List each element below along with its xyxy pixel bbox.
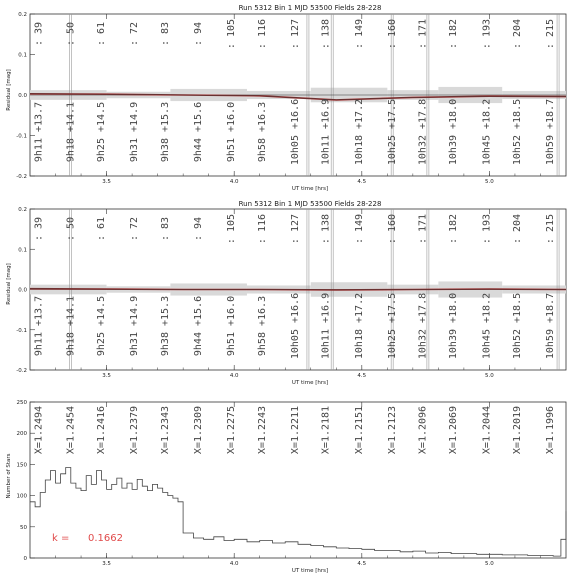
airmass-label: X=1.2275	[226, 405, 238, 455]
field-coordinate: 9h38 +15.3	[159, 101, 171, 163]
airmass-label: X=1.2151	[353, 405, 365, 455]
field-coordinate: 10h52 +18.5	[512, 98, 524, 166]
x-tick-label: 5.0	[485, 373, 494, 379]
airmass-label: X=1.2181	[320, 405, 332, 455]
field-number: : 149	[353, 18, 365, 50]
field-coordinate: 10h11 +16.9	[320, 98, 332, 166]
y-tick-label: -0.1	[16, 327, 27, 334]
field-coordinate: 9h11 +13.7	[33, 101, 45, 163]
field-number: : 171	[417, 213, 429, 245]
field-number: : 138	[320, 213, 332, 245]
y-tick-label: 0.0	[18, 93, 27, 99]
field-coordinate: 9h51 +16.0	[226, 295, 238, 357]
panel-title: Run 5312 Bin 1 MJD 53500 Fields 28-228	[238, 4, 382, 12]
field-coordinate: 9h31 +14.9	[129, 101, 141, 163]
field-number: : 193	[481, 18, 493, 50]
x-tick-label: 5.0	[485, 561, 494, 567]
y-tick-label: -0.2	[16, 174, 27, 180]
field-coordinate: 9h11 +13.7	[33, 295, 45, 357]
airmass-label: X=1.2494	[33, 405, 45, 455]
field-coordinate: 10h32 +17.8	[417, 292, 429, 360]
field-number: : 127	[290, 18, 301, 50]
field-coordinate: 10h18 +17.2	[353, 292, 365, 360]
y-tick-label: -0.2	[16, 368, 27, 374]
field-number: : 72	[129, 216, 141, 242]
x-tick-label: 4.0	[229, 561, 239, 567]
x-tick-label: 4.0	[229, 373, 239, 379]
field-coordinate: 10h11 +16.9	[320, 292, 332, 360]
x-axis-label: UT time [hrs]	[291, 186, 329, 192]
field-number: : 94	[193, 21, 205, 47]
field-number: : 94	[193, 216, 205, 242]
airmass-label: X=1.2044	[481, 405, 493, 455]
field-coordinate: 9h44 +15.6	[193, 295, 205, 357]
field-coordinate: 10h05 +16.6	[290, 98, 301, 166]
y-tick-label: 150	[16, 462, 27, 469]
field-coordinate: 10h32 +17.8	[417, 98, 429, 166]
histogram-panel	[6, 400, 566, 574]
field-number: : 50	[65, 21, 77, 47]
field-coordinate: 9h38 +15.3	[159, 295, 171, 357]
field-number: : 127	[290, 213, 301, 245]
panel-title: Run 5312 Bin 1 MJD 53500 Fields 28-228	[238, 200, 382, 208]
x-tick-label: 3.5	[102, 179, 111, 185]
y-tick-label: 0	[23, 556, 27, 562]
x-tick-label: 4.5	[357, 373, 367, 379]
y-tick-label: 0.2	[18, 207, 27, 213]
field-number: : 204	[512, 213, 524, 245]
airmass-label: X=1.2309	[193, 405, 205, 455]
field-number: : 116	[256, 213, 268, 245]
y-axis-label: Residual [mag]	[6, 69, 12, 111]
field-coordinate: 9h31 +14.9	[129, 295, 141, 357]
y-tick-label: -0.1	[16, 133, 27, 140]
field-coordinate: 10h18 +17.2	[353, 98, 365, 166]
x-tick-label: 3.5	[102, 373, 111, 379]
airmass-label: X=1.2211	[290, 405, 301, 455]
x-axis-label: UT time [hrs]	[291, 380, 329, 386]
field-coordinate: 9h18 +14.1	[65, 295, 77, 357]
airmass-label: X=1.2343	[159, 405, 171, 455]
x-axis-label: UT time [hrs]	[291, 568, 329, 574]
airmass-label: X=1.2069	[448, 405, 460, 455]
field-number: : 39	[33, 216, 45, 242]
field-coordinate: 10h25 +17.5	[386, 292, 398, 360]
field-number: : 160	[386, 213, 398, 245]
field-coordinate: 10h59 +18.7	[545, 98, 557, 166]
field-number: : 149	[353, 213, 365, 245]
airmass-label: X=1.2416	[96, 405, 108, 455]
airmass-label: X=1.2454	[65, 405, 77, 455]
y-axis-label: Residual [mag]	[6, 263, 12, 305]
field-coordinate: 9h58 +16.3	[256, 101, 268, 163]
field-coordinate: 9h25 +14.5	[96, 295, 108, 357]
y-tick-label: 200	[16, 431, 27, 438]
y-tick-label: 100	[16, 493, 27, 500]
field-coordinate: 10h05 +16.6	[290, 292, 301, 360]
field-coordinate: 9h25 +14.5	[96, 101, 108, 163]
field-coordinate: 10h45 +18.2	[481, 292, 493, 360]
x-tick-label: 5.0	[485, 179, 494, 185]
field-number: : 105	[226, 18, 238, 50]
airmass-label: X=1.2379	[129, 405, 141, 455]
k-value: 0.1662	[88, 533, 123, 544]
y-tick-label: 50	[20, 524, 27, 531]
field-number: : 105	[226, 213, 238, 245]
field-number: : 182	[448, 18, 460, 50]
field-coordinate: 9h18 +14.1	[65, 101, 77, 163]
x-tick-label: 3.5	[102, 561, 111, 567]
x-tick-label: 4.0	[229, 179, 239, 185]
field-number: : 193	[481, 213, 493, 245]
y-tick-label: 0.1	[18, 247, 27, 254]
field-number: : 61	[96, 21, 108, 47]
field-coordinate: 10h45 +18.2	[481, 98, 493, 166]
field-number: : 182	[448, 213, 460, 245]
x-tick-label: 4.5	[357, 561, 367, 567]
y-tick-label: 0.1	[18, 52, 27, 59]
field-number: : 61	[96, 216, 108, 242]
field-number: : 50	[65, 216, 77, 242]
field-coordinate: 9h44 +15.6	[193, 101, 205, 163]
field-number: : 116	[256, 18, 268, 50]
field-number: : 215	[545, 213, 557, 245]
airmass-label: X=1.2243	[256, 405, 268, 455]
y-tick-label: 0.2	[18, 12, 27, 18]
y-tick-label: 0.0	[18, 287, 27, 294]
field-coordinate: 9h51 +16.0	[226, 101, 238, 163]
k-label: k =	[52, 533, 70, 544]
field-number: : 83	[159, 21, 171, 47]
airmass-label: X=1.2019	[512, 405, 524, 455]
field-number: : 39	[33, 21, 45, 47]
field-number: : 171	[417, 18, 429, 50]
residual-panel-top	[6, 4, 566, 192]
y-tick-label: 250	[16, 400, 27, 406]
residual-panel-middle	[6, 200, 566, 386]
field-coordinate: 10h39 +18.0	[448, 292, 460, 360]
x-tick-label: 4.5	[357, 179, 367, 185]
field-coordinate: 9h58 +16.3	[256, 295, 268, 357]
airmass-label: X=1.2096	[417, 405, 429, 455]
field-coordinate: 10h39 +18.0	[448, 98, 460, 166]
field-coordinate: 10h59 +18.7	[545, 292, 557, 360]
field-number: : 83	[159, 216, 171, 242]
airmass-label: X=1.1996	[545, 405, 557, 455]
field-number: : 204	[512, 18, 524, 50]
airmass-label: X=1.2123	[386, 405, 398, 455]
field-number: : 138	[320, 18, 332, 50]
field-coordinate: 10h25 +17.5	[386, 98, 398, 166]
field-number: : 160	[386, 18, 398, 50]
field-coordinate: 10h52 +18.5	[512, 292, 524, 360]
y-axis-label: Number of Stars	[6, 453, 12, 499]
field-number: : 215	[545, 18, 557, 50]
field-number: : 72	[129, 21, 141, 47]
